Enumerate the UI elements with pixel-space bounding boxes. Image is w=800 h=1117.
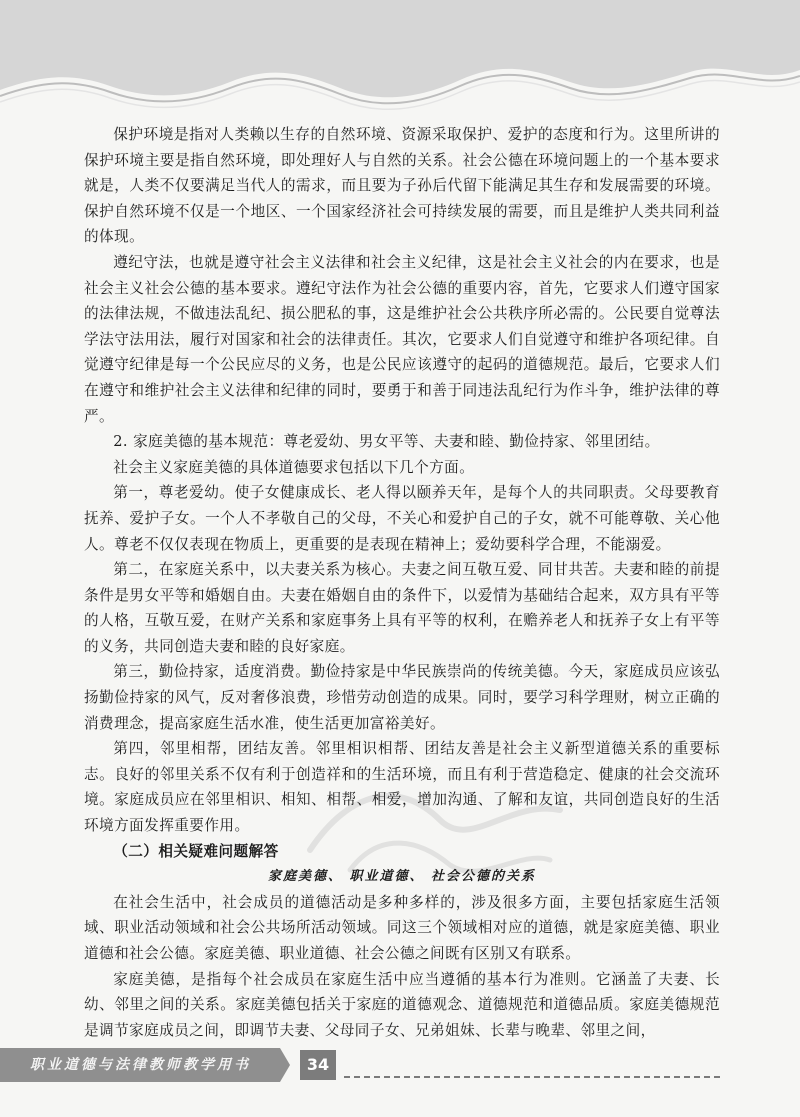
footer-dashed-rule	[344, 1076, 720, 1078]
paragraph-three-domains: 在社会生活中，社会成员的道德活动是多种多样的，涉及很多方面，主要包括家庭生活领域、职业活动领域和社会公共场所活动领域。同这三个领域相对应的道德，就是家庭美德、职业道德和社会公德。家庭美德、职业道德、社会公德之间既有区别又有联系。	[84, 893, 720, 962]
paragraph-thrift: 第三，勤俭持家，适度消费。勤俭持家是中华民族崇尚的传统美德。今天，家庭成员应该弘扬勤俭持家的风气，反对奢侈浪费，珍惜劳动创造的成果。同时，要学习科学理财，树立正确的消费理念，提高家庭生活水准，使生活更加富裕美好。	[84, 663, 720, 732]
page-footer	[0, 1048, 800, 1088]
paragraph-law-abiding: 遵纪守法，也就是遵守社会主义法律和社会主义纪律，这是社会主义社会的内在要求，也是社会主义社会公德的基本要求。遵纪守法作为社会公德的重要内容，首先，它要求人们遵守国家的法律法规，不做违法乱纪、损公肥私的事，这是维护社会公共秩序所必需的。公民要自觉尊法学法守法用法，履行对国家和社会的法律责任。其次，它要求人们自觉遵守和维护各项纪律。自觉遵守纪律是每一个公民应尽的义务，也是公民应该遵守的起码的道德规范。最后，它要求人们在遵守和维护社会主义法律和纪律的同时，要勇于和善于同违法乱纪行为作斗争，维护法律的尊严。	[84, 253, 720, 425]
main-text-body	[84, 122, 720, 1043]
paragraph-family-virtue-norms: 2. 家庭美德的基本规范：尊老爱幼、男女平等、夫妻和睦、勤俭持家、邻里团结。	[113, 433, 660, 451]
book-title: 职业道德与法律教师教学用书	[30, 1057, 251, 1073]
paragraph-respect-elders: 第一，尊老爱幼。使子女健康成长、老人得以颐养天年，是每个人的共同职责。父母要教育抚养、爱护子女。一个人不孝敬自己的父母，不关心和爱护自己的子女，就不可能尊敬、关心他人。尊老不仅仅表现在物质上，更重要的是表现在精神上；爱幼要科学合理，不能溺爱。	[84, 484, 720, 553]
decorative-wave-header	[0, 0, 800, 112]
paragraph-family-virtue-intro: 社会主义家庭美德的具体道德要求包括以下几个方面。	[113, 458, 475, 476]
paragraph-family-virtue-definition: 家庭美德，是指每个社会成员在家庭生活中应当遵循的基本行为准则。它涵盖了夫妻、长幼、邻里之间的关系。家庭美德包括关于家庭的道德观念、道德规范和道德品质。家庭美德规范是调节家庭成员之间，即调节夫妻、父母同子女、兄弟姐妹、长辈与晚辈、邻里之间，	[84, 970, 720, 1039]
paragraph-environment: 保护环境是指对人类赖以生存的自然环境、资源采取保护、爱护的态度和行为。这里所讲的保护环境主要是指自然环境，即处理好人与自然的关系。社会公德在环境问题上的一个基本要求就是，人类不仅要满足当代人的需求，而且要为子孙后代留下能满足其生存和发展需要的环境。保护自然环境不仅是一个地区、一个国家经济社会可持续发展的需要，而且是维护人类共同利益的体现。	[84, 126, 720, 246]
section-subtitle: 家庭美德、 职业道德、 社会公德的关系	[267, 869, 537, 885]
paragraph-neighbors: 第四，邻里相帮，团结友善。邻里相识相帮、团结友善是社会主义新型道德关系的重要标志。良好的邻里关系不仅有利于创造祥和的生活环境，而且有利于营造稳定、健康的社会交流环境。家庭成员应在邻里相识、相知、相帮、相爱，增加沟通、了解和友谊，共同创造良好的生活环境方面发挥重要作用。	[84, 740, 720, 835]
section-heading: （二）相关疑难问题解答	[113, 842, 279, 860]
paragraph-spouse-relations: 第二，在家庭关系中，以夫妻关系为核心。夫妻之间互敬互爱、同甘共苦。夫妻和睦的前提条件是男女平等和婚姻自由。夫妻在婚姻自由的条件下，以爱情为基础结合起来，双方具有平等的人格，互敬互爱，在财产关系和家庭事务上具有平等的权利，在赡养老人和抚养子女上有平等的义务，共同创造夫妻和睦的良好家庭。	[84, 561, 720, 655]
page-number: 34	[300, 1050, 336, 1080]
